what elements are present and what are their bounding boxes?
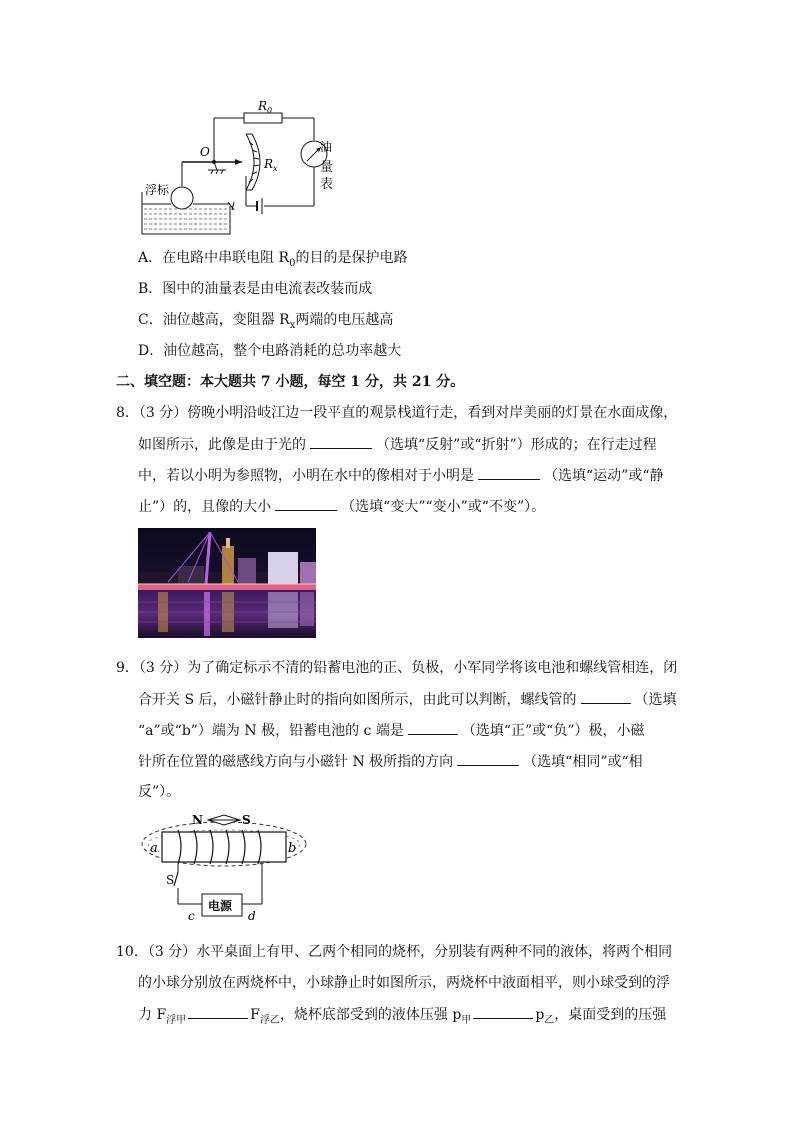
option-b: B．图中的油量表是由电流表改装而成 bbox=[138, 281, 373, 297]
resistor-r0 bbox=[244, 113, 282, 123]
q10-blank-1[interactable] bbox=[188, 1004, 248, 1019]
meter-label-3: 表 bbox=[320, 177, 334, 192]
q8-line-1: 8．（3 分）傍晚小明沿岐江边一段平直的观景栈道行走，看到对岸美丽的灯景在水面成像， bbox=[116, 405, 678, 421]
q9-line-1: 9．（3 分）为了确定标示不清的铅蓄电池的正、负极，小军同学将该电池和螺线管相连，闭 bbox=[116, 660, 678, 676]
oil-gauge-circuit-figure bbox=[138, 96, 338, 241]
river-night-scene-image bbox=[138, 528, 316, 638]
float-icon bbox=[171, 187, 193, 209]
meter-label-2: 量 bbox=[320, 160, 334, 175]
solenoid-figure bbox=[138, 808, 310, 922]
power-supply-label: 电源 bbox=[208, 899, 233, 913]
q9-blank-2[interactable] bbox=[408, 720, 458, 735]
option-c: C．油位越高，变阻器 $R_x$两端的电压越高 bbox=[138, 312, 394, 331]
q8-line-4: 止”）的，且像的大小 （选填“变大”“变小”或“不变”）。 bbox=[138, 496, 545, 517]
q8-blank-3[interactable] bbox=[275, 496, 337, 511]
compass-n-label: N bbox=[192, 813, 203, 827]
q8-line-2: 如图所示，此像是由于光的 （选填“反射”或“折射”）形成的；在行走过程 bbox=[138, 434, 657, 455]
section-heading: 二、填空题：本大题共 7 小题，每空 1 分，共 21 分。 bbox=[116, 374, 465, 390]
end-a-label: a bbox=[150, 841, 158, 856]
terminal-d-label: d bbox=[248, 909, 256, 922]
r0-label: $R_0$ bbox=[258, 99, 273, 115]
q10-line-2: 的小球分别放在两烧杯中，小球静止时如图所示，两烧杯中液面相平，则小球受到的浮 bbox=[138, 975, 670, 991]
rx-label: $R_x$ bbox=[264, 157, 278, 173]
meter-label-1: 油 bbox=[320, 140, 333, 154]
q9-line-4: 针所在位置的磁感线方向与小磁针 N 极所指的方向 （选填“相同”或“相 bbox=[138, 751, 643, 772]
q8-blank-1[interactable] bbox=[310, 434, 372, 449]
q8-line-3: 中，若以小明为参照物，小明在水中的像相对于小明是 （选填“运动”或“静 bbox=[138, 465, 663, 486]
switch-s-label: S bbox=[166, 873, 175, 887]
option-a: A．在电路中串联电阻 $R_0$的目的是保护电路 bbox=[138, 250, 408, 269]
compass-s-label: S bbox=[242, 813, 251, 827]
q9-line-2: 合开关 S 后，小磁针静止时的指向如图所示，由此可以判断，螺线管的 （选填 bbox=[138, 689, 677, 710]
q10-line-1: 10．（3 分）水平桌面上有甲、乙两个相同的烧杯，分别装有两种不同的液体，将两个相同 bbox=[116, 944, 673, 960]
q9-blank-1[interactable] bbox=[581, 689, 631, 704]
float-label: 浮标 bbox=[145, 183, 170, 197]
q10-blank-2[interactable] bbox=[473, 1004, 533, 1019]
q9-line-5: 反”）。 bbox=[138, 784, 181, 800]
terminal-c-label: c bbox=[188, 909, 195, 922]
switch-icon bbox=[174, 872, 178, 886]
option-d: D．油位越高，整个电路消耗的总功率越大 bbox=[138, 343, 402, 359]
q9-line-3: “a”或“b”）端为 N 极，铅蓄电池的 c 端是 （选填“正”或“负”）极，小磁 bbox=[138, 720, 644, 741]
q10-line-3: 力 $F_{浮甲}$ $F_{浮乙}$，烧杯底部受到的液体压强 $p_甲$ $p_乙$，桌面受到的压强 bbox=[138, 1004, 666, 1031]
end-b-label: b bbox=[288, 841, 297, 856]
pivot-o-label: O bbox=[200, 145, 210, 159]
q9-blank-3[interactable] bbox=[457, 751, 519, 766]
q8-blank-2[interactable] bbox=[478, 465, 540, 480]
